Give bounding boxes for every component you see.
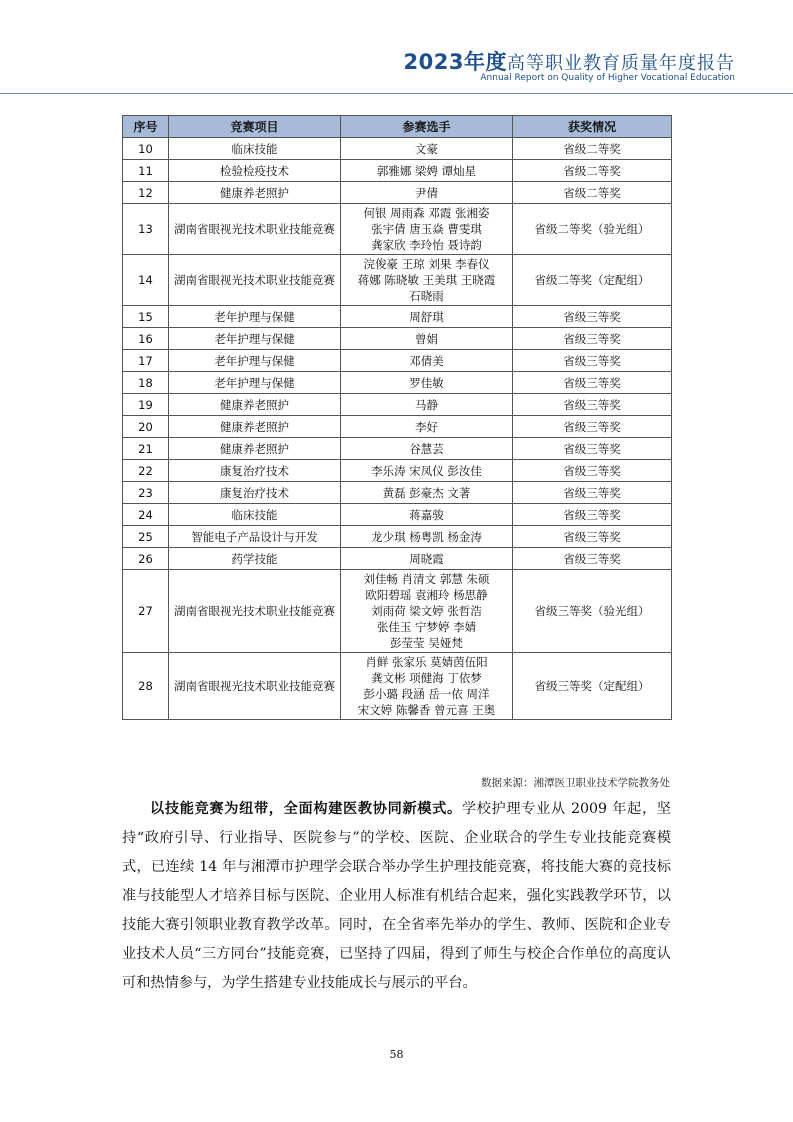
report-title-main: 高等职业教育质量年度报告	[507, 53, 735, 74]
cell-players	[341, 350, 513, 372]
cell-item: 药学技能	[169, 548, 341, 570]
cell-item: 康复治疗技术	[169, 482, 341, 504]
table-row	[123, 204, 672, 255]
player-line: 刘雨荷 梁文婷 张哲浩	[371, 604, 482, 618]
player-line: 肖鲜 张家乐 莫婧茵伍阳	[365, 655, 488, 669]
player-line: 宋文婷 陈馨香 曾元喜 王奥	[357, 703, 496, 717]
player-line: 龚文彬 项健海 丁依梦	[371, 671, 482, 685]
cell-players	[341, 204, 513, 255]
table-row	[123, 328, 672, 350]
cell-no: 23	[123, 482, 169, 504]
cell-item: 智能电子产品设计与开发	[169, 526, 341, 548]
player-line: 张佳玉 宁梦婷 李婧	[376, 620, 477, 634]
player-line: 马静	[415, 397, 438, 412]
cell-item: 健康养老照护	[169, 416, 341, 438]
player-line: 龚家欣 李玲怡 聂诗韵	[371, 238, 482, 252]
cell-players	[341, 482, 513, 504]
table-row	[123, 653, 672, 720]
cell-award: 省级三等奖	[513, 482, 672, 504]
report-subtitle: Annual Report on Quality of Higher Vocational Education	[480, 73, 735, 83]
cell-players	[341, 504, 513, 526]
cell-no: 16	[123, 328, 169, 350]
player-line: 罗佳敏	[409, 375, 444, 390]
cell-award: 省级二等奖（验光组）	[513, 204, 672, 255]
cell-no: 24	[123, 504, 169, 526]
header-no: 序号	[123, 116, 169, 138]
player-line: 何银 周雨森 邓霞 张湘姿	[363, 206, 490, 220]
cell-players	[341, 570, 513, 653]
table-row	[123, 306, 672, 328]
cell-item: 湖南省眼视光技术职业技能竞赛	[169, 653, 341, 720]
cell-players	[341, 438, 513, 460]
player-line: 蒋嘉骏	[409, 507, 444, 522]
header-players: 参赛选手	[341, 116, 513, 138]
cell-item: 老年护理与保健	[169, 306, 341, 328]
report-year: 2023年度	[403, 50, 507, 74]
cell-no: 18	[123, 372, 169, 394]
table-row	[123, 460, 672, 482]
cell-award: 省级二等奖	[513, 138, 672, 160]
cell-players	[341, 526, 513, 548]
table-row	[123, 255, 672, 306]
player-line: 浣俊豪 王琼 刘果 李春仪	[363, 257, 490, 271]
cell-players	[341, 394, 513, 416]
table-row	[123, 416, 672, 438]
cell-players	[341, 306, 513, 328]
report-title	[404, 46, 735, 76]
cell-award: 省级三等奖（验光组）	[513, 570, 672, 653]
cell-no: 17	[123, 350, 169, 372]
cell-players	[341, 460, 513, 482]
player-line: 谷慧芸	[409, 441, 444, 456]
page-header	[0, 46, 793, 96]
cell-no: 15	[123, 306, 169, 328]
cell-item: 老年护理与保健	[169, 328, 341, 350]
cell-item: 检验检疫技术	[169, 160, 341, 182]
cell-no: 28	[123, 653, 169, 720]
player-line: 石晓雨	[409, 289, 444, 303]
paragraph-body: 学校护理专业从 2009 年起，坚持“政府引导、行业指导、医院参与”的学校、医院、企业联合的学生专业技能竞赛模式，已连续 14 年与湘潭市护理学会联合举办学生护理技能竞赛，将技能大赛的竞技标准与技能型人才培养目标与医院、企业用人标准有机结合起来，强化实践教学环节，以技能大赛引领职业教育教学改革。同时，在全省率先举办的学生、教师、医院和企业专业技术人员“三方同台”技能竞赛，已坚持了四届，得到了师生与校企合作单位的高度认可和热情参与，为学生搭建专业技能成长与展示的平台。	[122, 801, 671, 991]
header-divider	[0, 93, 793, 94]
cell-award: 省级三等奖	[513, 350, 672, 372]
body-paragraph	[122, 795, 671, 998]
table-row	[123, 372, 672, 394]
awards-table	[122, 115, 672, 720]
cell-award: 省级三等奖	[513, 460, 672, 482]
player-line: 郭雅娜 梁娉 谭灿星	[376, 163, 477, 178]
cell-item: 健康养老照护	[169, 182, 341, 204]
cell-players	[341, 328, 513, 350]
cell-award: 省级三等奖	[513, 504, 672, 526]
source-note: 数据来源：湘潭医卫职业技术学院教务处	[481, 777, 670, 789]
cell-item: 湖南省眼视光技术职业技能竞赛	[169, 570, 341, 653]
cell-no: 22	[123, 460, 169, 482]
cell-no: 10	[123, 138, 169, 160]
player-line: 李乐涛 宋凤仪 彭汝佳	[371, 463, 482, 478]
cell-award: 省级二等奖（定配组）	[513, 255, 672, 306]
cell-award: 省级三等奖	[513, 526, 672, 548]
table-row	[123, 438, 672, 460]
cell-no: 21	[123, 438, 169, 460]
table-row	[123, 526, 672, 548]
player-line: 欧阳碧瑶 袁湘玲 杨思静	[365, 588, 488, 602]
cell-players	[341, 138, 513, 160]
cell-no: 13	[123, 204, 169, 255]
cell-item: 临床技能	[169, 504, 341, 526]
cell-no: 27	[123, 570, 169, 653]
cell-award: 省级三等奖	[513, 306, 672, 328]
cell-award: 省级三等奖	[513, 372, 672, 394]
cell-award: 省级二等奖	[513, 160, 672, 182]
player-line: 文豪	[415, 141, 438, 156]
table-row	[123, 504, 672, 526]
cell-players	[341, 416, 513, 438]
table-row	[123, 350, 672, 372]
cell-award: 省级二等奖	[513, 182, 672, 204]
player-line: 张宇倩 唐玉焱 曹雯琪	[371, 222, 482, 236]
player-line: 刘佳畅 肖清文 郭慧 朱硕	[363, 572, 490, 586]
player-line: 龙少琪 杨粤凯 杨金涛	[371, 529, 482, 544]
player-line: 彭莹莹 吴娅梵	[390, 636, 463, 650]
cell-item: 健康养老照护	[169, 394, 341, 416]
player-line: 彭小璐 段涵 岳一依 周洋	[363, 687, 490, 701]
page-number: 58	[389, 1048, 404, 1061]
cell-players	[341, 372, 513, 394]
cell-no: 25	[123, 526, 169, 548]
table-row	[123, 160, 672, 182]
cell-players	[341, 653, 513, 720]
table-row	[123, 570, 672, 653]
cell-item: 老年护理与保健	[169, 350, 341, 372]
table-row	[123, 394, 672, 416]
player-line: 黄磊 彭豪杰 文著	[382, 485, 471, 500]
player-line: 邓倩美	[409, 353, 444, 368]
cell-award: 省级三等奖（定配组）	[513, 653, 672, 720]
cell-players	[341, 255, 513, 306]
cell-no: 20	[123, 416, 169, 438]
cell-item: 老年护理与保健	[169, 372, 341, 394]
cell-no: 26	[123, 548, 169, 570]
paragraph-lead: 以技能竞赛为纽带，全面构建医教协同新模式。	[150, 801, 462, 817]
player-line: 曾娟	[415, 331, 438, 346]
header-award: 获奖情况	[513, 116, 672, 138]
player-line: 尹倩	[415, 185, 438, 200]
cell-players	[341, 548, 513, 570]
cell-item: 康复治疗技术	[169, 460, 341, 482]
table-header-row	[123, 116, 672, 138]
cell-item: 健康养老照护	[169, 438, 341, 460]
player-line: 周舒琪	[409, 309, 444, 324]
cell-item: 临床技能	[169, 138, 341, 160]
table-row	[123, 182, 672, 204]
cell-players	[341, 182, 513, 204]
player-line: 周晓霞	[409, 551, 444, 566]
cell-item: 湖南省眼视光技术职业技能竞赛	[169, 255, 341, 306]
cell-award: 省级三等奖	[513, 438, 672, 460]
table-row	[123, 138, 672, 160]
player-line: 蒋娜 陈晓敏 王美琪 王晓霞	[357, 273, 496, 287]
cell-award: 省级三等奖	[513, 394, 672, 416]
table-row	[123, 482, 672, 504]
cell-award: 省级三等奖	[513, 548, 672, 570]
player-line: 李好	[415, 419, 438, 434]
cell-award: 省级三等奖	[513, 328, 672, 350]
cell-no: 19	[123, 394, 169, 416]
cell-players	[341, 160, 513, 182]
cell-no: 14	[123, 255, 169, 306]
cell-no: 12	[123, 182, 169, 204]
cell-no: 11	[123, 160, 169, 182]
awards-table-body	[123, 138, 672, 720]
cell-award: 省级三等奖	[513, 416, 672, 438]
cell-item: 湖南省眼视光技术职业技能竞赛	[169, 204, 341, 255]
table-row	[123, 548, 672, 570]
header-item: 竞赛项目	[169, 116, 341, 138]
